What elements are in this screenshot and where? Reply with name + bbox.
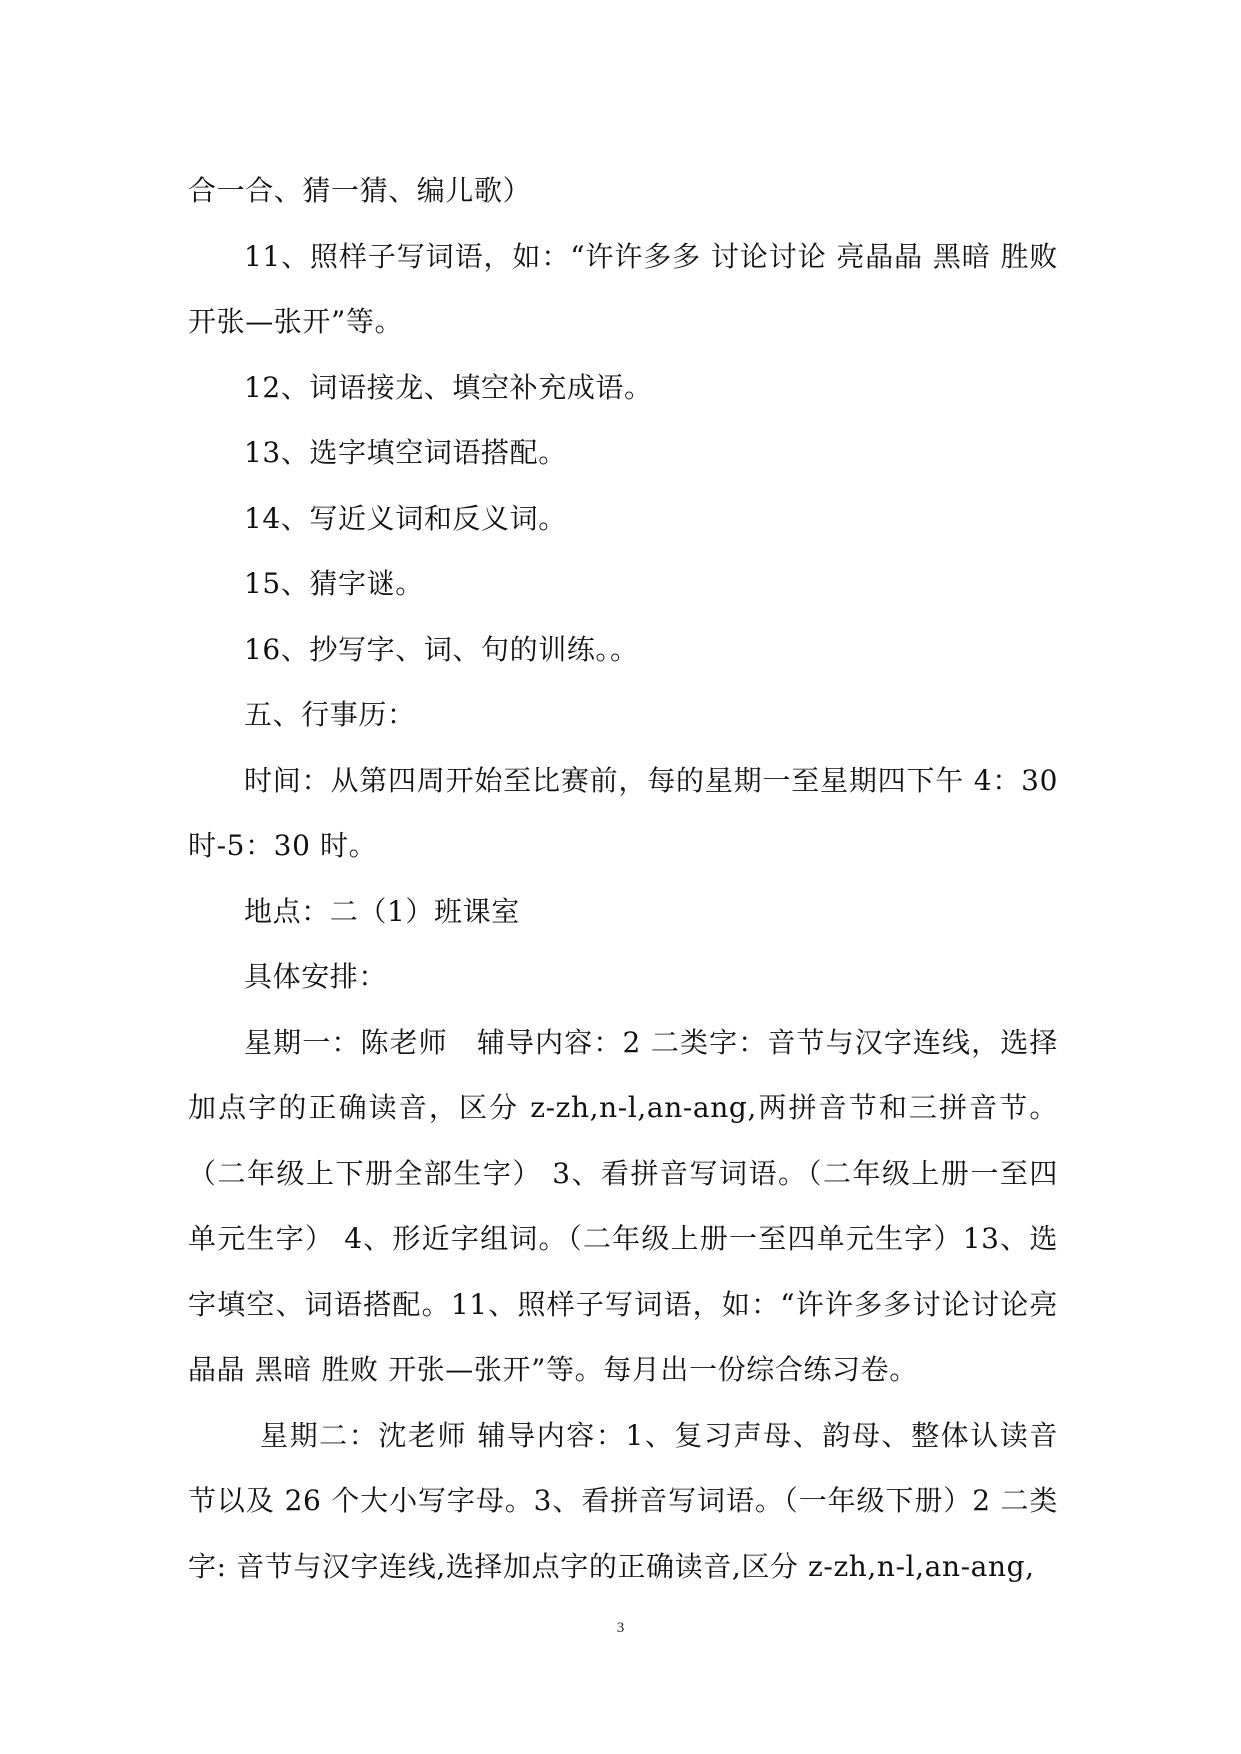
- document-body: [188, 158, 1058, 1599]
- paragraph-location: 地点：二（1）班课室: [244, 894, 520, 928]
- paragraph-item-15: 15、猜字谜。: [244, 567, 424, 600]
- paragraph-arrangement-heading: 具体安排：: [244, 960, 388, 993]
- paragraph-item-12: 12、词语接龙、填空补充成语。: [244, 370, 653, 404]
- paragraph-item-11: 11、照样子写词语，如：“许许多多 讨论讨论 亮晶晶 黑暗 胜败 开张—张开”等。: [188, 239, 1058, 338]
- paragraph-item-16: 16、抄写字、词、句的训练。。: [244, 632, 639, 666]
- section-heading-schedule: 五、行事历：: [244, 698, 416, 731]
- paragraph-tuesday: 星期二：沈老师 辅导内容：1、复习声母、韵母、整体认读音节以及 26 个大小写字母。3、看拼音写词语。（一年级下册）2 二类字: 音节与汉字连线,选择加点字的正确读音,区分 z-zh,n-l,an-ang,: [188, 1418, 1058, 1583]
- paragraph-monday: 星期一：陈老师 辅导内容：2 二类字：音节与汉字连线，选择加点字的正确读音，区分 z-zh,n-l,an-ang,两拼音节和三拼音节。（二年级上下册全部生字） 3、看拼音写词语。（二年级上册一至四单元生字） 4、形近字组词。（二年级上册一至四单元生字）13、选字填空、词语搭配。11、照样子写词语，如：“许许多多讨论讨论亮晶晶 黑暗 胜败 开张—张开”等。每月出一份综合练习卷。: [188, 1025, 1058, 1386]
- paragraph-time: 时间：从第四周开始至比赛前，每的星期一至星期四下午 4：30 时-5：30 时。: [188, 763, 1058, 862]
- paragraph-continuation: 合一合、猜一猜、编儿歌）: [188, 174, 532, 207]
- paragraph-item-13: 13、选字填空词语搭配。: [244, 436, 567, 469]
- paragraph-item-14: 14、写近义词和反义词。: [244, 501, 567, 535]
- page-number: 3: [616, 1620, 625, 1636]
